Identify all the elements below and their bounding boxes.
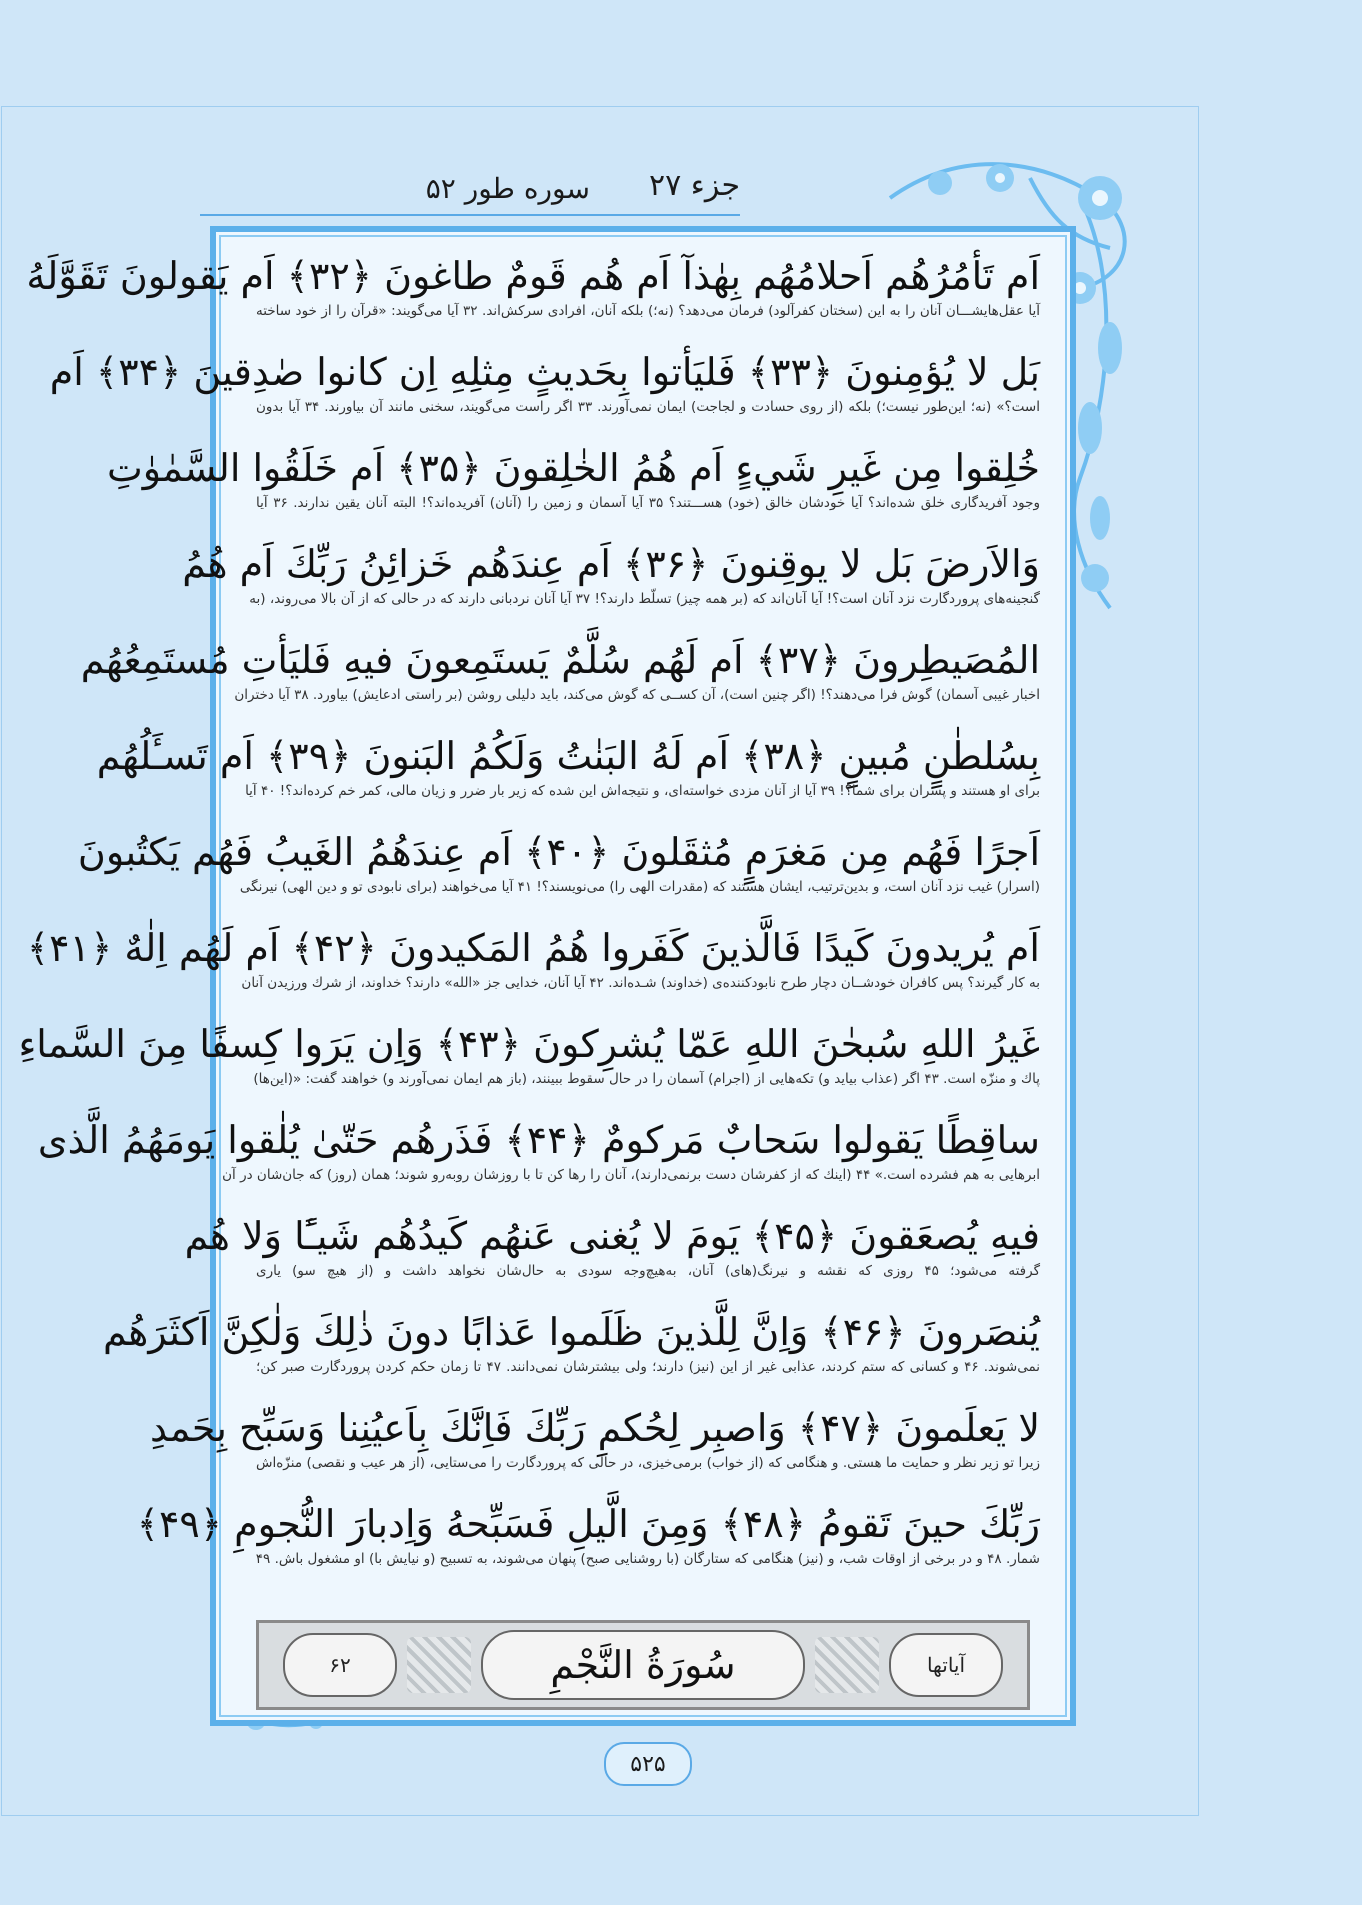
verse-line-2: بَل لا يُؤمِنونَ ﴿۳۳﴾ فَليَأتوا بِحَديثٍ مِثلِهِ اِن كانوا صٰدِقينَ ﴿۳۴﴾ اَم	[49, 350, 1040, 394]
knot-ornament-icon	[407, 1637, 471, 1693]
translation-line-12: نمى‌شوند. ۴۶ و كسانى كه ستم كردند، عذابى غير از اين (نيز) دارند؛ ولى بيشترشان نمى‌دانند. ۴۷ تا زمان حكم كردن پروردگارت صبر كن؛	[256, 1359, 1041, 1375]
text-frame	[18, 226, 1076, 1726]
verse-line-6: بِسُلطٰنٍ مُبينٍ ﴿۳۸﴾ اَم لَهُ البَنٰتُ وَلَكُمُ البَنونَ ﴿۳۹﴾ اَم تَسـَٔلُهُم	[96, 734, 1040, 778]
verse-line-7: اَجرًا فَهُم مِن مَغرَمٍ مُثقَلونَ ﴿۴۰﴾ اَم عِندَهُمُ الغَيبُ فَهُم يَكتُبونَ	[77, 830, 1040, 874]
translation-line-6: براى او هستند و پسران براى شما؟! ۳۹ آيا از آنان مزدى خواسته‌اى، و نتيجه‌اش اين شده كه زير بار ضرر و زيان مالى، كمر خم كرده‌اند؟! ۴۰ آيا	[245, 783, 1040, 799]
translation-line-14: شمار. ۴۸ و در برخى از اوقات شب، و (نيز) هنگامى كه ستارگان (با روشنايى صبح) پنهان مى‌شوند، به تسبيح (و نيايش با) او مشغول باش. ۴۹	[255, 1551, 1040, 1567]
verse-line-5: المُصَيطِرونَ ﴿۳۷﴾ اَم لَهُم سُلَّمٌ يَستَمِعونَ فيهِ فَليَأتِ مُستَمِعُهُم	[80, 638, 1040, 682]
translation-line-1: آيا عقل‌هايشـــان آنان را به اين (سختان كفرآلود) فرمان مى‌دهد؟ (نه؛) بلكه آنان، افرادى سركش‌اند. ۳۲ آيا مى‌گويند: «قرآن را از خود ساخته	[256, 303, 1040, 319]
verse-line-14: رَبِّكَ حينَ تَقومُ ﴿۴۸﴾ وَمِنَ الَّيلِ فَسَبِّحهُ وَاِدبارَ النُّجومِ ﴿۴۹﴾	[136, 1502, 1040, 1546]
page-header	[380, 168, 740, 218]
translation-line-7: (اسرار) غيب نزد آنان است، و بدين‌ترتيب، ايشان هستند كه (مقدرات الهى را) مى‌نويسند؟! ۴۱ آيا مى‌خواهند (براى نابودى تو و دين الهى) نيرنگى	[239, 879, 1040, 895]
translation-line-11: گرفته مى‌شود؛ ۴۵ روزى كه نقشه و نيرنگ(هاى) آنان، به‌هيچ‌وجه سودى به حال‌شان نخواهد داشت و (از هيچ سو) يارى	[256, 1263, 1040, 1279]
translation-line-3: وجود آفريدگارى خلق شده‌اند؟ آيا خودشان خالق (خود) هســـتند؟ ۳۵ آيا آسمان و زمين را (آنان) آفريده‌اند؟! البته آنان يقين ندارند. ۳۶ آيا	[256, 495, 1040, 511]
translation-line-2: است؟» (نه؛ اين‌طور نيست؛) بلكه (از روى حسادت و لجاجت) ايمان نمى‌آورند. ۳۳ اگر راست مى‌گويند، سخنى مانند آن بياورند. ۳۴ آيا بدون	[256, 399, 1040, 415]
header-rule	[200, 214, 740, 216]
translation-line-9: پاك و منزّه است. ۴۳ اگر (عذاب بيايد و) تكه‌هايى از (اجرام) آسمان را در حال سقوط ببينند، (باز هم ايمان نمى‌آورند و) خواهند گفت: «(اين‌ها)	[253, 1071, 1040, 1087]
translation-line-13: زيرا تو زير نظر و حمايت ما هستى. و هنگامى كه (از خواب) برمى‌خيزى، در حالى كه پروردگارت را مى‌ستايى، (از هر عيب و نقصى) منزّه‌اش	[256, 1455, 1040, 1471]
page-number: ۵۲۵	[604, 1742, 692, 1786]
surah-label: سوره طور ۵۲	[425, 172, 590, 205]
translation-line-4: گنجينه‌هاى پروردگارت نزد آنان است؟! آيا آنان‌اند كه (بر همه چيز) تسلّط دارند؟! ۳۷ آيا آنان نردبانى دارند كه در حالى كه از آن بالا مى‌روند، (به	[249, 591, 1040, 607]
ayat-count-cell: ۶۲	[283, 1633, 397, 1697]
verse-lines	[18, 252, 1041, 1596]
ayat-label-cell: آياتها	[889, 1633, 1003, 1697]
verse-line-1: اَم تَأمُرُهُم اَحلامُهُم بِهٰذآ اَم هُم قَومٌ طاغونَ ﴿۳۲﴾ اَم يَقولونَ تَقَوَّلَهُ	[26, 254, 1040, 298]
translation-line-8: به كار گيرند؟ پس كافران خودشــان دچار طرح نابودكننده‌ى (خداوند) شـده‌اند. ۴۲ آيا آنان، خدايى جز «الله» دارند؟ خداوند، از شرك ورزيدن آنان	[241, 975, 1040, 991]
verse-line-13: لا يَعلَمونَ ﴿۴۷﴾ وَاصبِر لِحُكمِ رَبِّكَ فَاِنَّكَ بِاَعيُنِنا وَسَبِّح بِحَمدِ	[149, 1406, 1040, 1450]
verse-line-3: خُلِقوا مِن غَيرِ شَيءٍ اَم هُمُ الخٰلِقونَ ﴿۳۵﴾ اَم خَلَقُوا السَّمٰوٰتِ	[107, 446, 1040, 490]
translation-line-5: اخبار غيبى آسمان) گوش فرا مى‌دهند؟! (اگر چنين است)، آن كســى كه گوش مى‌كند، بايد دليلى روشن (بر راستى ادعايش) بياورد. ۳۸ آيا دختران	[234, 687, 1040, 703]
translation-line-10: ابرهايى به هم فشرده است.» ۴۴ (اينك كه از كفرشان دست برنمى‌دارند)، آنان را رها كن تا با روزشان روبه‌رو شوند؛ همان (روز) كه جان‌شان در آن	[222, 1167, 1040, 1183]
surah-banner	[256, 1620, 1030, 1710]
verse-line-9: غَيرُ اللهِ سُبحٰنَ اللهِ عَمّا يُشرِكونَ ﴿۴۳﴾ وَاِن يَرَوا كِسفًا مِنَ السَّماءِ	[18, 1022, 1040, 1066]
knot-ornament-icon	[815, 1637, 879, 1693]
verse-line-12: يُنصَرونَ ﴿۴۶﴾ وَاِنَّ لِلَّذينَ ظَلَموا عَذابًا دونَ ذٰلِكَ وَلٰكِنَّ اَكثَرَهُم	[103, 1310, 1040, 1354]
verse-line-8: اَم يُريدونَ كَيدًا فَالَّذينَ كَفَروا هُمُ المَكيدونَ ﴿۴۲﴾ اَم لَهُم اِلٰهٌ ﴿۴۱﴾	[26, 926, 1040, 970]
surah-title: سُورَةُ النَّجْمِ	[481, 1630, 805, 1700]
verse-line-4: وَالاَرضَ بَل لا يوقِنونَ ﴿۳۶﴾ اَم عِندَهُم خَزائِنُ رَبِّكَ اَم هُمُ	[182, 542, 1040, 586]
verse-line-10: ساقِطًا يَقولوا سَحابٌ مَركومٌ ﴿۴۴﴾ فَذَرهُم حَتّىٰ يُلٰقوا يَومَهُمُ الَّذى	[37, 1118, 1040, 1162]
verse-line-11: فيهِ يُصعَقونَ ﴿۴۵﴾ يَومَ لا يُغنى عَنهُم كَيدُهُم شَيـًٔا وَلا هُم	[184, 1214, 1040, 1258]
juz-label: جزء ۲۷	[649, 168, 740, 203]
